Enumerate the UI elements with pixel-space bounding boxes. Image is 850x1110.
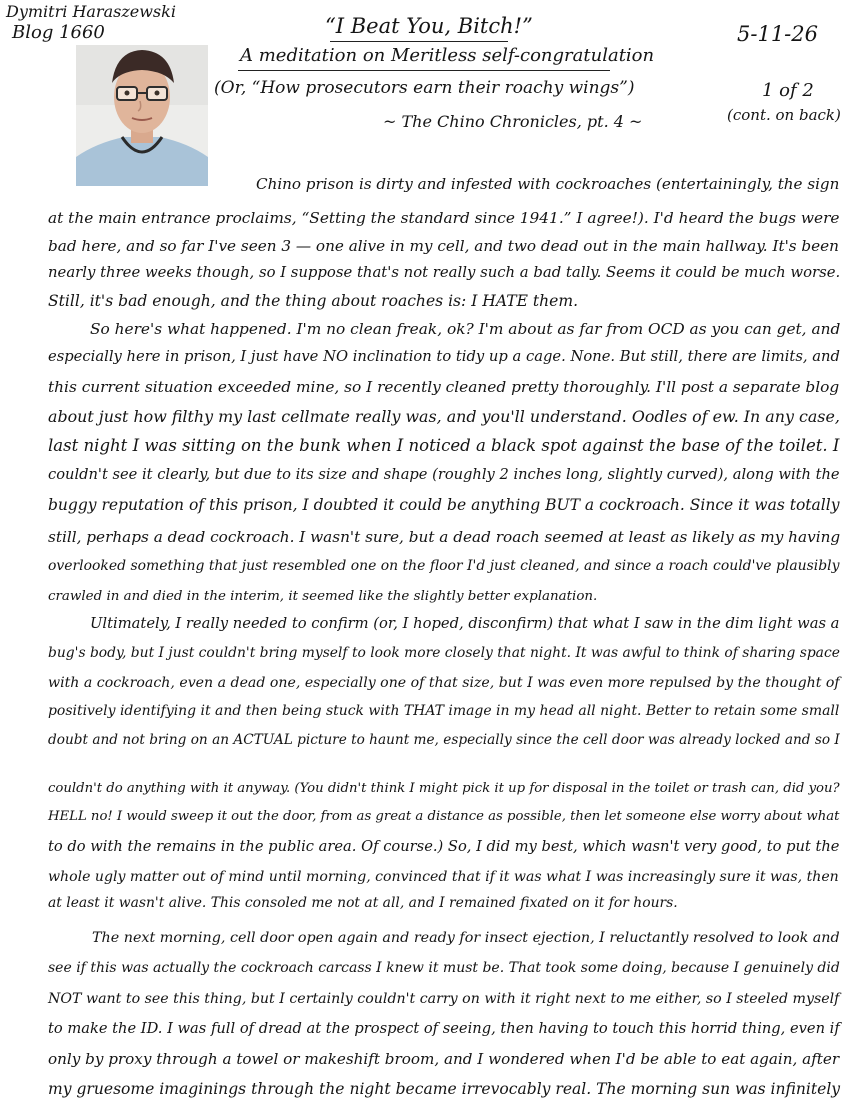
body-line: Still, it's bad enough, and the thing about roaches is: I HATE them.	[48, 292, 579, 310]
continuation-note: (cont. on back)	[727, 106, 841, 124]
series-label: ~ The Chino Chronicles, pt. 4 ~	[383, 112, 643, 131]
body-line: nearly three weeks though, so I suppose that's not really such a bad tally. Seems it could be much worse.	[48, 264, 841, 281]
blog-number: Blog 1660	[12, 22, 105, 43]
body-line: So here's what happened. I'm no clean freak, ok? I'm about as far from OCD as you can get, and	[90, 320, 841, 338]
body-line: at the main entrance proclaims, “Setting the standard since 1941.” I agree!). I'd heard the bugs were	[48, 209, 840, 227]
body-line: Chino prison is dirty and infested with cockroaches (entertainingly, the sign	[256, 175, 840, 193]
body-line: with a cockroach, even a dead one, especially one of that size, but I was even more repulsed by the thought of	[48, 675, 840, 691]
body-line: to make the ID. I was full of dread at the prospect of seeing, then having to touch this horrid thing, even if	[48, 1020, 840, 1037]
body-line: Ultimately, I really needed to confirm (or, I hoped, disconfirm) that what I saw in the dim light was a	[90, 615, 840, 632]
body-line: last night I was sitting on the bunk when I noticed a black spot against the base of the toilet. I	[48, 436, 840, 455]
body-line: bug's body, but I just couldn't bring myself to look more closely that night. It was awful to think of sharing space	[48, 645, 840, 661]
body-line: HELL no! I would sweep it out the door, from as great a distance as possible, then let someone else worry about what	[48, 809, 840, 824]
body-line: doubt and not bring on an ACTUAL picture to haunt me, especially since the cell door was already locked and so I	[48, 732, 840, 748]
body-line: about just how filthy my last cellmate really was, and you'll understand. Oodles of ew. In any case,	[48, 407, 840, 426]
body-line: buggy reputation of this prison, I doubted it could be anything BUT a cockroach. Since it was totally	[48, 496, 840, 514]
body-line: The next morning, cell door open again and ready for insect ejection, I reluctantly resolved to look and	[92, 930, 840, 946]
alternate-title: (Or, “How prosecutors earn their roachy wings”)	[214, 78, 635, 98]
body-line: see if this was actually the cockroach carcass I knew it must be. That took some doing, because I genuinely did	[48, 960, 840, 976]
blog-subtitle: A meditation on Meritless self-congratulation	[240, 45, 655, 66]
body-line: to do with the remains in the public area. Of course.) So, I did my best, which wasn't very good, to put the	[48, 838, 840, 855]
blog-title: “I Beat You, Bitch!”	[325, 14, 533, 38]
body-line: couldn't see it clearly, but due to its size and shape (roughly 2 inches long, slightly curved), along with the	[48, 466, 840, 483]
body-line: my gruesome imaginings through the night became irrevocably real. The morning sun was infinitely	[48, 1080, 841, 1098]
body-line: positively identifying it and then being stuck with THAT image in my head all night. Better to retain some small	[48, 703, 840, 719]
body-line: couldn't do anything with it anyway. (You didn't think I might pick it up for disposal in the toilet or trash can, did you?	[48, 781, 840, 796]
body-line: only by proxy through a towel or makeshift broom, and I wondered when I'd be able to eat again, after	[48, 1050, 840, 1068]
body-line: this current situation exceeded mine, so I recently cleaned pretty thoroughly. I'll post a separate blog	[48, 378, 840, 396]
page-number: 1 of 2	[762, 80, 814, 101]
body-line: bad here, and so far I've seen 3 — one alive in my cell, and two dead out in the main hallway. It's been	[48, 237, 839, 255]
author-name: Dymitri Haraszewski	[6, 2, 176, 21]
body-line: still, perhaps a dead cockroach. I wasn't sure, but a dead roach seemed at least as likely as my having	[48, 528, 841, 546]
body-line: NOT want to see this thing, but I certainly couldn't carry on with it right next to me either, so I steeled myself	[48, 991, 840, 1007]
post-date: 5-11-26	[737, 22, 818, 46]
body-line: overlooked something that just resembled one on the floor I'd just cleaned, and since a roach could've plausibly	[48, 558, 840, 574]
body-line: whole ugly matter out of mind until morning, convinced that if it was what I was increasingly sure it was, then	[48, 869, 839, 885]
body-line: especially here in prison, I just have NO inclination to tidy up a cage. None. But still, there are limits, and	[48, 348, 840, 365]
body-line: crawled in and died in the interim, it seemed like the slightly better explanation.	[48, 589, 598, 604]
body-line: at least it wasn't alive. This consoled me not at all, and I remained fixated on it for hours.	[48, 895, 678, 911]
